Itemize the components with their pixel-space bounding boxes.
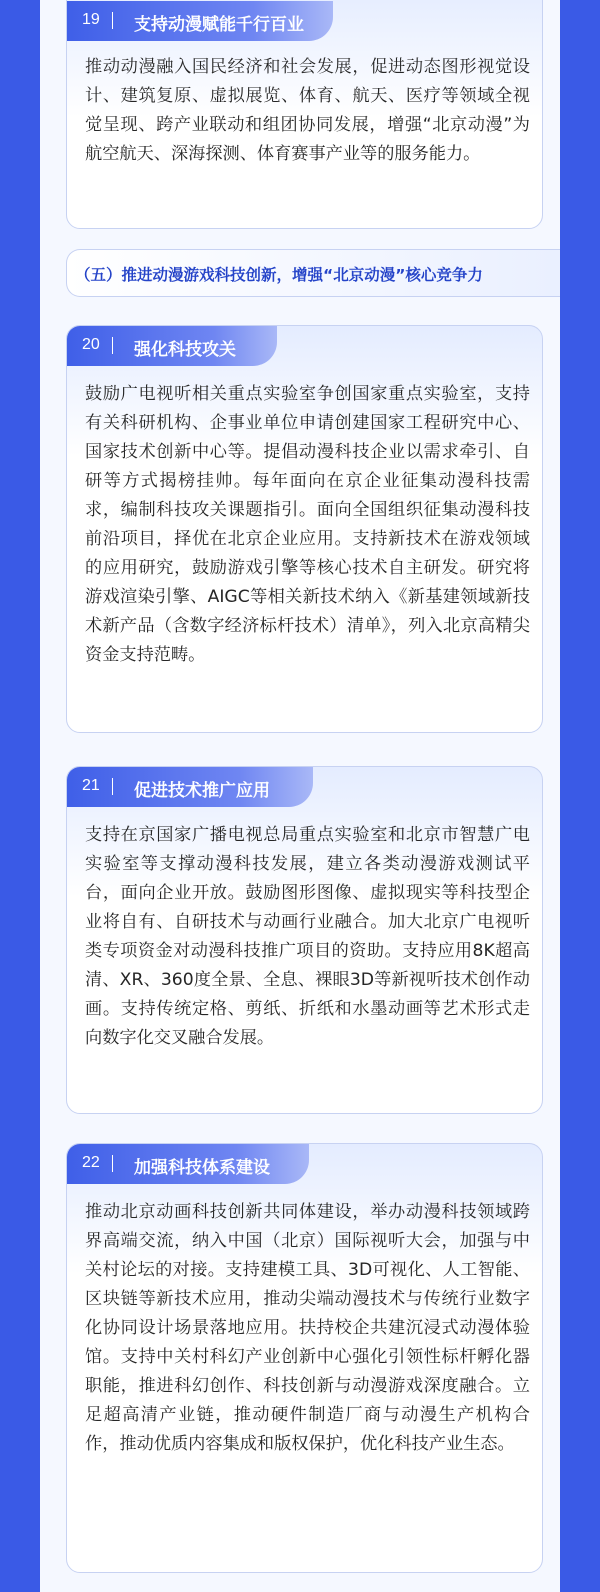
header-divider [112, 778, 113, 795]
card-body: 鼓励广电视听相关重点实验室争创国家重点实验室，支持有关科研机构、企事业单位申请创建国家工程研究中心、国家技术创新中心等。提倡动漫科技企业以需求牵引、自研等方式揭榜挂帅。每年面向在京企业征集动漫科技需求，编制科技攻关课题指引。面向全国组织征集动漫科技前沿项目，择优在北京企业应用。支持新技术在游戏领域的应用研究，鼓励游戏引擎等核心技术自主研发。研究将游戏渲染引擎、AIGC等相关新技术纳入《新基建领域新技术新产品（含数字经济标杆技术）清单》，列入北京高精尖资金支持范畴。 [85, 384, 530, 665]
article-card-19 [66, 0, 543, 229]
card-body: 支持在京国家广播电视总局重点实验室和北京市智慧广电实验室等支撑动漫科技发展，建立各类动漫游戏测试平台，面向企业开放。鼓励图形图像、虚拟现实等科技型企业将自有、自研技术与动画行业融合。加大北京广电视听类专项资金对动漫科技推广项目的资助。支持应用8K超高清、XR、360度全景、全息、裸眼3D等新视听技术创作动画。支持传统定格、剪纸、折纸和水墨动画等艺术形式走向数字化交叉融合发展。 [85, 825, 530, 1048]
card-title: 强化科技攻关 [134, 340, 236, 360]
card-title: 促进技术推广应用 [134, 781, 270, 801]
card-number: 19 [82, 11, 100, 28]
card-number: 22 [82, 1154, 100, 1171]
section-header [66, 249, 560, 297]
header-divider [112, 337, 113, 354]
section-title: （五）推进动漫游戏科技创新，增强“北京动漫”核心竞争力 [75, 266, 483, 284]
card-title: 支持动漫赋能千行百业 [134, 15, 304, 35]
header-divider [112, 1155, 113, 1172]
card-body: 推动北京动画科技创新共同体建设，举办动漫科技领域跨界高端交流，纳入中国（北京）国际视听大会，加强与中关村论坛的对接。支持建模工具、3D可视化、人工智能、区块链等新技术应用，推动尖端动漫技术与传统行业数字化协同设计场景落地应用。扶持校企共建沉浸式动漫体验馆。支持中关村科幻产业创新中心强化引领性标杆孵化器职能，推进科幻创作、科技创新与动漫游戏深度融合。立足超高清产业链，推动硬件制造厂商与动漫生产机构合作，推动优质内容集成和版权保护，优化科技产业生态。 [85, 1202, 530, 1454]
card-header [67, 1, 333, 41]
card-header [67, 1144, 309, 1184]
card-header [67, 326, 277, 366]
article-card-21 [66, 766, 543, 1114]
article-card-22 [66, 1143, 543, 1573]
card-number: 21 [82, 777, 100, 794]
header-divider [112, 12, 113, 29]
card-title: 加强科技体系建设 [134, 1158, 270, 1178]
article-card-20 [66, 325, 543, 733]
card-number: 20 [82, 336, 100, 353]
card-body: 推动动漫融入国民经济和社会发展，促进动态图形视觉设计、建筑复原、虚拟展览、体育、航天、医疗等领域全视觉呈现、跨产业联动和组团协同发展，增强“北京动漫”为航空航天、深海探测、体育赛事产业等的服务能力。 [85, 57, 530, 164]
card-header [67, 767, 313, 807]
